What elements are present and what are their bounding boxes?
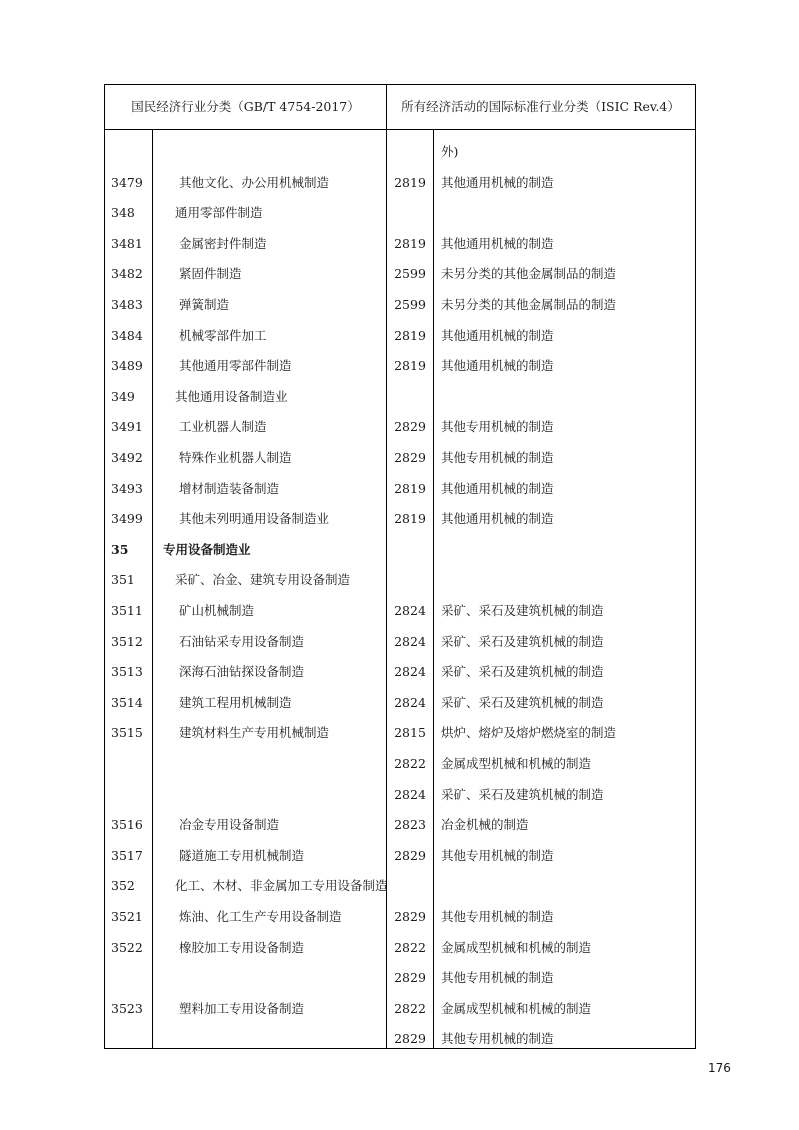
- gbt-name: 专用设备制造业: [163, 541, 251, 557]
- gbt-code: 3491: [111, 419, 143, 435]
- table-row: [105, 412, 695, 443]
- isic-code: 2824: [394, 664, 426, 680]
- gbt-name: 增材制造装备制造: [179, 480, 280, 496]
- isic-name: 金属成型机械和机械的制造: [441, 939, 592, 955]
- isic-name: 采矿、采石及建筑机械的制造: [441, 664, 604, 680]
- isic-name: 其他通用机械的制造: [441, 174, 554, 190]
- gbt-name: 其他通用零部件制造: [179, 358, 292, 374]
- isic-code: 2822: [394, 1000, 426, 1016]
- gbt-name: 弹簧制造: [179, 297, 230, 312]
- isic-name: 其他专用机械的制造: [441, 1031, 554, 1047]
- gbt-name: 炼油、化工生产专用设备制造: [179, 909, 342, 924]
- gbt-name: 特殊作业机器人制造: [179, 450, 292, 465]
- gbt-name: 矿山机械制造: [179, 603, 255, 618]
- gbt-code: 3492: [111, 450, 143, 465]
- isic-code: 2819: [394, 327, 426, 343]
- isic-code: 2829: [394, 909, 426, 924]
- table-row: [105, 474, 695, 505]
- isic-name: 烘炉、熔炉及熔炉燃烧室的制造: [441, 725, 617, 741]
- page-number: 176: [708, 1061, 731, 1075]
- gbt-code: 349: [111, 388, 135, 404]
- table-row: [105, 688, 695, 719]
- isic-name: 其他专用机械的制造: [441, 970, 554, 986]
- isic-name: 其他专用机械的制造: [441, 847, 554, 863]
- table-row: [105, 229, 695, 260]
- gbt-code: 3521: [111, 909, 143, 924]
- gbt-name: 通用零部件制造: [175, 205, 263, 221]
- table-row: [105, 535, 695, 566]
- isic-code: 2823: [394, 817, 426, 833]
- table-row: [105, 382, 695, 413]
- isic-name: 其他专用机械的制造: [441, 419, 554, 435]
- isic-name: 未另分类的其他金属制品的制造: [441, 266, 617, 282]
- gbt-name: 石油钻采专用设备制造: [179, 633, 305, 649]
- isic-code: 2829: [394, 847, 426, 863]
- gbt-name: 建筑材料生产专用机械制造: [179, 725, 330, 741]
- gbt-name: 金属密封件制造: [179, 235, 267, 251]
- table-row: [105, 841, 695, 872]
- table-row: [105, 321, 695, 352]
- isic-name: 其他通用机械的制造: [441, 358, 554, 374]
- gbt-code: 3514: [111, 694, 143, 710]
- gbt-code: 3516: [111, 817, 143, 833]
- isic-code: 2822: [394, 939, 426, 955]
- table-row: [105, 259, 695, 290]
- isic-name: 采矿、采石及建筑机械的制造: [441, 633, 604, 649]
- isic-code: 2829: [394, 970, 426, 986]
- isic-code: 2819: [394, 174, 426, 190]
- table-row: [105, 963, 695, 994]
- gbt-code: 3511: [111, 603, 143, 618]
- gbt-code: 3512: [111, 633, 143, 649]
- gbt-code: 3513: [111, 664, 143, 680]
- gbt-code: 3479: [111, 174, 143, 190]
- gbt-code: 3515: [111, 725, 143, 741]
- isic-name: 采矿、采石及建筑机械的制造: [441, 603, 604, 618]
- isic-name: 其他通用机械的制造: [441, 235, 554, 251]
- table-row: [105, 351, 695, 382]
- gbt-name: 建筑工程用机械制造: [179, 694, 292, 710]
- table-row: [105, 168, 695, 199]
- gbt-code: 351: [111, 572, 135, 588]
- isic-name: 其他通用机械的制造: [441, 511, 554, 527]
- gbt-name: 化工、木材、非金属加工专用设备制造: [175, 878, 388, 894]
- table-row: [105, 198, 695, 229]
- gbt-code: 3484: [111, 327, 143, 343]
- isic-name: 采矿、采石及建筑机械的制造: [441, 694, 604, 710]
- table-row: [105, 749, 695, 780]
- isic-code: 2819: [394, 480, 426, 496]
- isic-code: 2829: [394, 419, 426, 435]
- gbt-code: 352: [111, 878, 135, 894]
- isic-code: 2599: [394, 297, 426, 312]
- gbt-code: 3483: [111, 297, 143, 312]
- table-row: [105, 871, 695, 902]
- isic-code: 2819: [394, 235, 426, 251]
- gbt-name: 冶金专用设备制造: [179, 817, 280, 833]
- table-row: [105, 780, 695, 811]
- isic-code: 2819: [394, 358, 426, 374]
- gbt-name: 机械零部件加工: [179, 327, 267, 343]
- table-row: [105, 565, 695, 596]
- gbt-code: 3489: [111, 358, 143, 374]
- gbt-code: 3481: [111, 235, 143, 251]
- gbt-code: 3493: [111, 480, 143, 496]
- gbt-name: 工业机器人制造: [179, 419, 267, 435]
- gbt-name: 紧固件制造: [179, 266, 242, 282]
- gbt-code: 3517: [111, 847, 143, 863]
- gbt-code: 348: [111, 205, 135, 221]
- isic-code: 2599: [394, 266, 426, 282]
- gbt-name: 采矿、冶金、建筑专用设备制造: [175, 572, 351, 588]
- header-divider: [105, 129, 695, 130]
- table-row: [105, 810, 695, 841]
- isic-code: 2819: [394, 511, 426, 527]
- table-row: [105, 933, 695, 964]
- table-row: [105, 290, 695, 321]
- gbt-name: 隧道施工专用机械制造: [179, 847, 305, 863]
- isic-name: 金属成型机械和机械的制造: [441, 756, 592, 771]
- header-gbt-classification: 国民经济行业分类（GB/T 4754-2017）: [131, 99, 360, 114]
- gbt-name: 塑料加工专用设备制造: [179, 1000, 305, 1016]
- isic-code: 2822: [394, 756, 426, 771]
- isic-code: 2829: [394, 450, 426, 465]
- table-row: [105, 504, 695, 535]
- table-row: [105, 627, 695, 658]
- isic-name: 金属成型机械和机械的制造: [441, 1000, 592, 1016]
- gbt-code: 3482: [111, 266, 143, 282]
- table-row: [105, 902, 695, 933]
- table-row: [105, 657, 695, 688]
- isic-name: 采矿、采石及建筑机械的制造: [441, 786, 604, 802]
- gbt-code: 3523: [111, 1000, 143, 1016]
- isic-code: 2824: [394, 633, 426, 649]
- isic-name: 其他通用机械的制造: [441, 480, 554, 496]
- table-row: [105, 443, 695, 474]
- table-row: [105, 718, 695, 749]
- table-row: [105, 1024, 695, 1055]
- table-row: [105, 137, 695, 168]
- isic-code: 2815: [394, 725, 426, 741]
- gbt-name: 深海石油钻探设备制造: [179, 664, 305, 680]
- gbt-name: 其他未列明通用设备制造业: [179, 511, 330, 527]
- gbt-name: 其他通用设备制造业: [175, 388, 288, 404]
- table-row: [105, 596, 695, 627]
- isic-name: 冶金机械的制造: [441, 817, 529, 833]
- gbt-name: 橡胶加工专用设备制造: [179, 939, 305, 955]
- isic-code: 2824: [394, 786, 426, 802]
- gbt-code: 3522: [111, 939, 143, 955]
- header-isic-classification: 所有经济活动的国际标准行业分类（ISIC Rev.4）: [401, 99, 680, 114]
- isic-code: 2824: [394, 603, 426, 618]
- classification-table: [104, 84, 696, 1049]
- gbt-name: 其他文化、办公用机械制造: [179, 174, 330, 190]
- gbt-code: 35: [111, 541, 129, 557]
- isic-name: 未另分类的其他金属制品的制造: [441, 297, 617, 312]
- table-row: [105, 994, 695, 1025]
- isic-name: 其他通用机械的制造: [441, 327, 554, 343]
- isic-code: 2824: [394, 694, 426, 710]
- isic-code: 2829: [394, 1031, 426, 1047]
- isic-name: 其他专用机械的制造: [441, 909, 554, 924]
- isic-name: 外): [441, 144, 459, 159]
- isic-name: 其他专用机械的制造: [441, 450, 554, 465]
- gbt-code: 3499: [111, 511, 143, 527]
